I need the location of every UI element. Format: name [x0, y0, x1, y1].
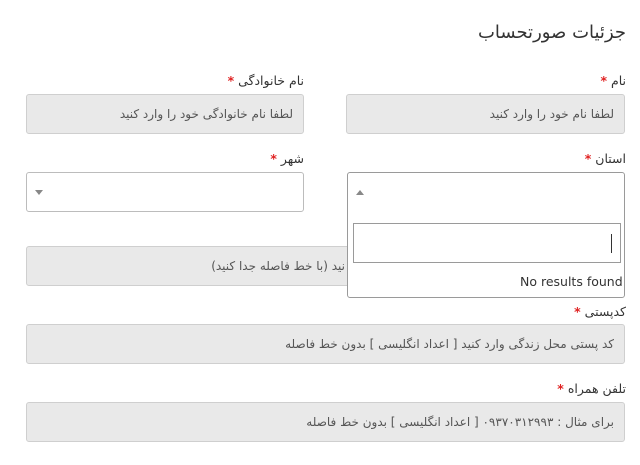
city-label: شهر *: [270, 151, 304, 166]
page-title: جزئیات صورتحساب: [477, 22, 626, 43]
chevron-up-icon: [356, 190, 364, 195]
address-field[interactable]: نید (با خط فاصله جدا کنید): [26, 246, 356, 286]
city-select[interactable]: [26, 172, 304, 212]
first-name-label: نام *: [600, 73, 626, 88]
postal-code-label: کدپستی *: [574, 304, 626, 319]
province-dropdown[interactable]: [347, 172, 625, 298]
dropdown-search-input[interactable]: [353, 223, 621, 263]
chevron-down-icon: [35, 190, 43, 195]
province-label: استان *: [584, 151, 626, 166]
mobile-field[interactable]: برای مثال : ۰۹۳۷۰۳۱۲۹۹۳ [ اعداد انگلیسی ] بدون خط فاصله: [26, 402, 625, 442]
first-name-field[interactable]: لطفا نام خود را وارد کنید: [346, 94, 625, 134]
postal-code-field[interactable]: کد پستی محل زندگی وارد کنید [ اعداد انگلیسی ] بدون خط فاصله: [26, 324, 625, 364]
last-name-label: نام خانوادگی *: [227, 73, 304, 88]
last-name-field[interactable]: لطفا نام خانوادگی خود را وارد کنید: [26, 94, 304, 134]
text-cursor: [611, 234, 612, 253]
no-results-message: No results found: [520, 274, 623, 289]
mobile-label: تلفن همراه *: [557, 381, 626, 396]
